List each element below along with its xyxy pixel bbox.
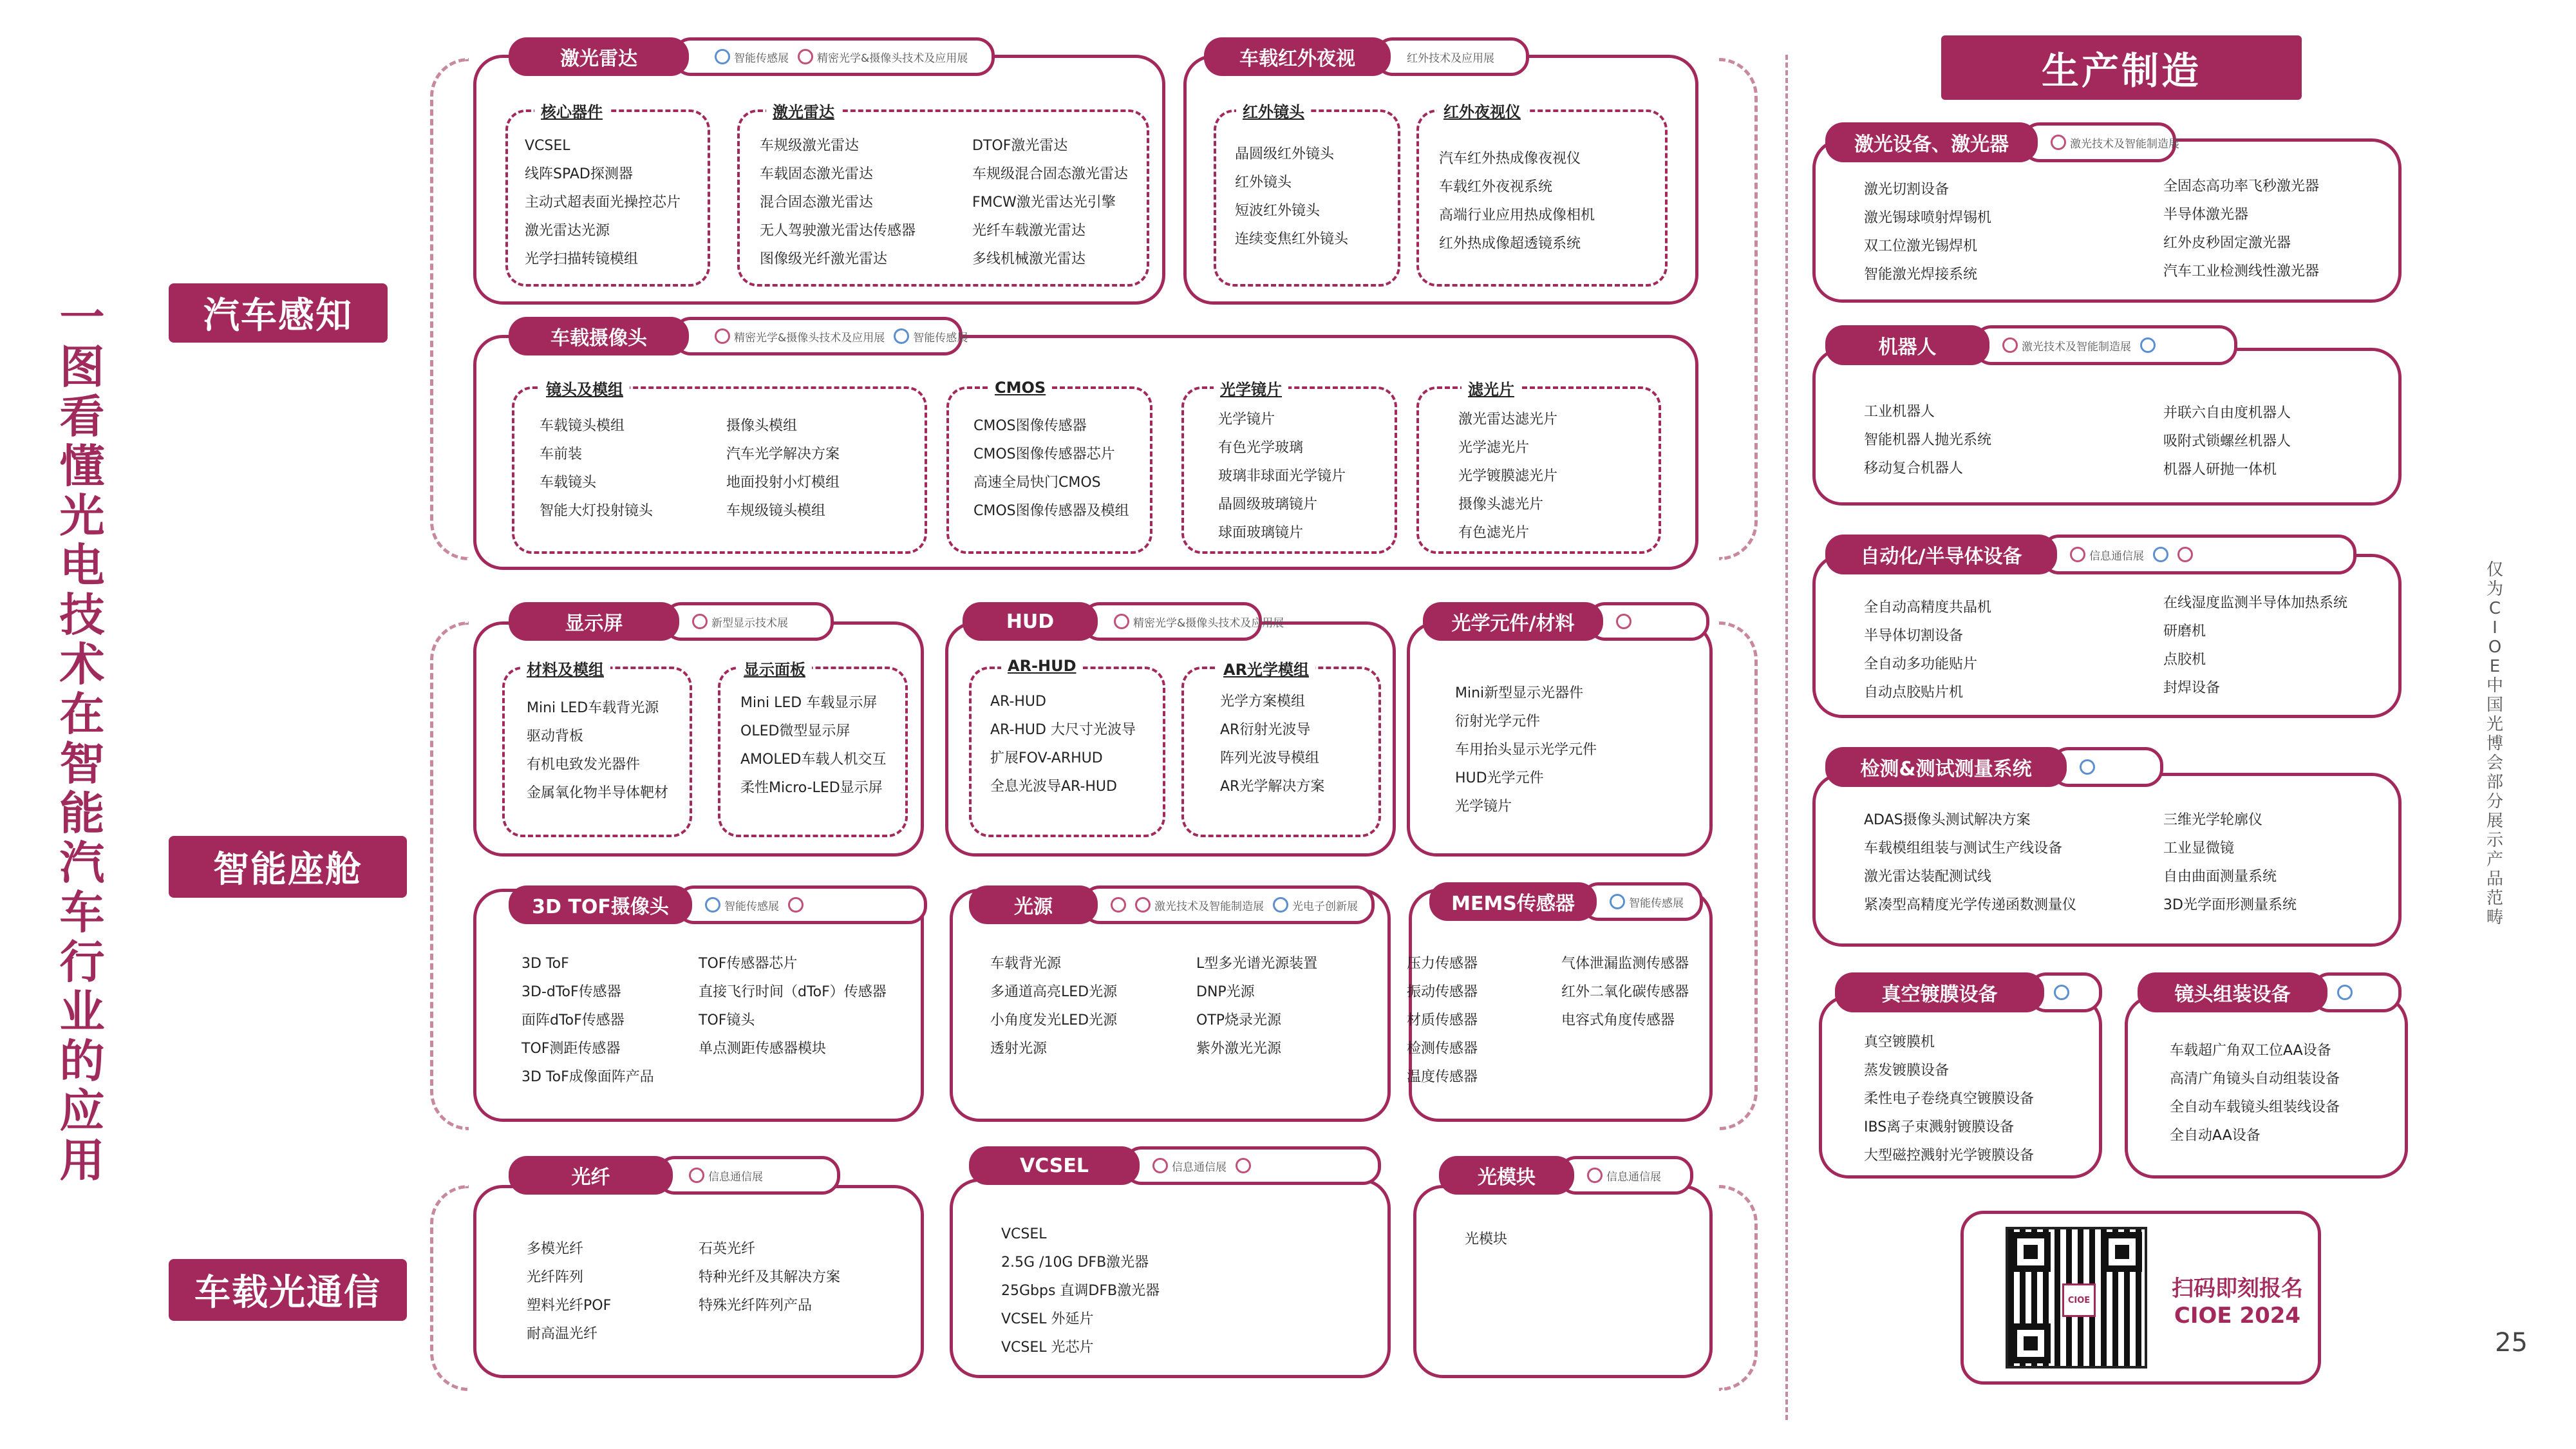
vcsel-list: VCSEL 2.5G /10G DFB激光器 25Gbps 直调DFB激光器 VCSEL 外延片 VCSEL 光芯片 bbox=[1001, 1226, 1160, 1356]
optics-expo-icon bbox=[2140, 337, 2156, 353]
laser-expo-icon bbox=[2051, 135, 2066, 150]
innovation-expo-icon bbox=[1273, 897, 1288, 913]
info-expo-icon bbox=[2070, 547, 2085, 562]
brace-comm-left bbox=[430, 1185, 469, 1391]
optics-expo-icon bbox=[1114, 614, 1129, 629]
vcsel-expo-tag: 信息通信展 bbox=[1123, 1146, 1381, 1185]
camera-lens-list-1: 车载镜头模组 车前装 车载镜头 智能大灯投射镜头 bbox=[540, 418, 653, 519]
vacuum-list: 真空镀膜机 蒸发镀膜设备 柔性电子卷绕真空镀膜设备 IBS离子束溅射镀膜设备 大型磁控溅射光学镀膜设备 bbox=[1864, 1034, 2035, 1164]
brace-perception-left bbox=[430, 58, 469, 560]
mems-expo-tag: 智能传感展 bbox=[1581, 882, 1703, 921]
lidar-core-list: VCSEL 线阵SPAD探测器 主动式超表面光操控芯片 激光雷达光源 光学扫描转镜模组 bbox=[525, 138, 681, 267]
hud-ar-heading: AR-HUD bbox=[1001, 657, 1083, 675]
tof-list-2: TOF传感器芯片 直接飞行时间（dToF）传感器 TOF镜头 单点测距传感器模块 bbox=[699, 956, 887, 1057]
section-divider bbox=[1785, 55, 1788, 1420]
display-panel-list: Mini LED 车载显示屏 OLED微型显示屏 AMOLED车载人机交互 柔性Micro-LED显示屏 bbox=[740, 695, 887, 796]
brace-cockpit-left bbox=[430, 621, 469, 1130]
lens-list: 车载超广角双工位AA设备 高清广角镜头自动组装设备 全自动车载镜头组装线设备 全自动AA设备 bbox=[2170, 1043, 2340, 1144]
hud-optic-heading: AR光学模组 bbox=[1217, 657, 1315, 679]
display-material-list: Mini LED车载背光源 驱动背板 有机电致发光器件 金属氧化物半导体靶材 bbox=[527, 700, 669, 801]
display-expo-tag: 新型显示技术展 bbox=[663, 602, 834, 641]
module-expo-tag: 信息通信展 bbox=[1558, 1156, 1693, 1195]
robot-list-2: 并联六自由度机器人 吸附式锁螺丝机器人 机器人研抛一体机 bbox=[2163, 405, 2291, 478]
tof-expo-tag: 智能传感展 bbox=[676, 886, 927, 924]
qr-center-logo: CIOE bbox=[2062, 1283, 2096, 1317]
robot-badge: 机器人 bbox=[1825, 325, 1989, 365]
brace-cockpit-right bbox=[1719, 621, 1758, 1130]
lidar-core-heading: 核心器件 bbox=[534, 99, 609, 122]
tof-list-1: 3D ToF 3D-dToF传感器 面阵dToF传感器 TOF测距传感器 3D ToF成像面阵产品 bbox=[522, 956, 654, 1085]
measure-expo-tag bbox=[2051, 747, 2163, 787]
camera-lens-heading: 镜头及模组 bbox=[540, 377, 630, 399]
auto-expo-tag: 信息通信展 bbox=[2041, 535, 2356, 574]
qr-code[interactable] bbox=[2006, 1227, 2147, 1368]
laser-expo-icon bbox=[1135, 897, 1151, 913]
ir-nv-heading: 红外夜视仪 bbox=[1437, 99, 1527, 122]
lidar-expo-tag: 智能传感展 精密光学&摄像头技术及应用展 bbox=[673, 37, 995, 76]
optics-expo-icon bbox=[2080, 759, 2095, 775]
vcsel-badge: VCSEL bbox=[969, 1146, 1140, 1185]
measure-list-2: 三维光学轮廓仪 工业显微镜 自由曲面测量系统 3D光学面形测量系统 bbox=[2163, 812, 2297, 913]
info-expo-icon bbox=[1587, 1168, 1603, 1183]
qr-finder bbox=[2011, 1323, 2051, 1363]
mems-list-2: 气体泄漏监测传感器 红外二氧化碳传感器 电容式角度传感器 bbox=[1561, 956, 1689, 1028]
qr-finder bbox=[2011, 1232, 2051, 1272]
light-expo-tag: 激光技术及智能制造展 光电子创新展 bbox=[1082, 886, 1375, 924]
camera-cmos-list: CMOS图像传感器 CMOS图像传感器芯片 高速全局快门CMOS CMOS图像传感器及模组 bbox=[973, 418, 1129, 519]
display-panel-heading: 显示面板 bbox=[737, 657, 812, 679]
laser-list-2: 全固态高功率飞秒激光器 半导体激光器 红外皮秒固定激光器 汽车工业检测线性激光器 bbox=[2163, 178, 2320, 279]
hud-ar-list: AR-HUD AR-HUD 大尺寸光波导 扩展FOV-ARHUD 全息光波导AR-HUD bbox=[990, 694, 1136, 795]
auto-badge: 自动化/半导体设备 bbox=[1825, 535, 2057, 574]
ir-lens-heading: 红外镜头 bbox=[1236, 99, 1311, 122]
laser-badge: 激光设备、激光器 bbox=[1825, 122, 2038, 162]
light-list-1: 车载背光源 多通道高亮LED光源 小角度发光LED光源 透射光源 bbox=[990, 956, 1118, 1057]
laser-list-1: 激光切割设备 激光锡球喷射焊锡机 双工位激光锡焊机 智能激光焊接系统 bbox=[1864, 182, 1992, 283]
optics-expo-icon bbox=[798, 49, 813, 64]
hud-optic-list: 光学方案模组 AR衍射光波导 阵列光波导模组 AR光学解决方案 bbox=[1220, 694, 1325, 795]
camera-expo-tag: 精密光学&摄像头技术及应用展 智能传感展 bbox=[673, 317, 963, 355]
vertical-title: 一 图 看 懂 光 电 技 术 在 智 能 汽 车 行 业 的 应 用 bbox=[59, 291, 105, 1187]
ir-expo-tag: 红外技术及应用展 bbox=[1375, 37, 1529, 76]
qr-finder bbox=[2102, 1232, 2142, 1272]
category-perception: 汽车感知 bbox=[169, 283, 388, 343]
ir-nv-list: 汽车红外热成像夜视仪 车载红外夜视系统 高端行业应用热成像相机 红外热成像超透镜系统 bbox=[1439, 151, 1595, 252]
camera-filter-list: 激光雷达滤光片 光学滤光片 光学镀膜滤光片 摄像头滤光片 有色滤光片 bbox=[1458, 412, 1558, 541]
laser-expo-icon bbox=[1236, 1158, 1251, 1173]
ir-badge: 车载红外夜视 bbox=[1204, 37, 1391, 76]
lidar-main-heading: 激光雷达 bbox=[766, 99, 841, 122]
info-expo-icon bbox=[689, 1168, 704, 1183]
display-badge: 显示屏 bbox=[509, 602, 679, 641]
sensing-expo-icon bbox=[715, 49, 730, 64]
hud-expo-tag: 精密光学&摄像头技术及应用展 bbox=[1082, 602, 1262, 641]
camera-lens-list-2: 摄像头模组 汽车光学解决方案 地面投射小灯模组 车规级镜头模组 bbox=[726, 418, 840, 519]
sensing-expo-icon bbox=[705, 897, 720, 913]
optics-expo-icon bbox=[2337, 985, 2353, 1000]
category-cockpit: 智能座舱 bbox=[169, 836, 407, 898]
robot-expo-tag: 激光技术及智能制造展 bbox=[1973, 325, 2237, 365]
light-badge: 光源 bbox=[969, 886, 1098, 924]
category-comm: 车载光通信 bbox=[169, 1259, 407, 1321]
display-expo-icon bbox=[692, 614, 708, 629]
lidar-main-list-2: DTOF激光雷达 车规级混合固态激光雷达 FMCW激光雷达光引擎 光纤车载激光雷达 多线机械激光雷达 bbox=[972, 138, 1129, 267]
measure-list-1: ADAS摄像头测试解决方案 车载模组组装与测试生产线设备 激光雷达装配测试线 紧凑型高精度光学传递函数测量仪 bbox=[1864, 812, 2077, 913]
optics-expo-icon bbox=[1616, 614, 1631, 629]
sensing-expo-icon bbox=[894, 328, 909, 344]
brace-perception-right bbox=[1719, 58, 1758, 560]
lidar-main-list-1: 车规级激光雷达 车载固态激光雷达 混合固态激光雷达 无人驾驶激光雷达传感器 图像级光纤激光雷达 bbox=[760, 138, 916, 267]
registration-qr-card[interactable] bbox=[1960, 1211, 2321, 1385]
laser-expo-icon bbox=[2002, 337, 2018, 353]
auto-list-1: 全自动高精度共晶机 半导体切割设备 全自动多功能贴片 自动点胶贴片机 bbox=[1864, 600, 1992, 701]
robot-list-1: 工业机器人 智能机器人抛光系统 移动复合机器人 bbox=[1864, 404, 1992, 477]
module-box bbox=[1413, 1185, 1713, 1378]
sensing-expo-icon bbox=[1610, 894, 1625, 909]
side-note: 仅 为 C I O E 中 国 光 博 会 部 分 展 示 产 品 范 畴 bbox=[2486, 560, 2503, 927]
optics-expo-icon bbox=[715, 328, 730, 344]
light-list-2: L型多光谱光源装置 DNP光源 OTP烧录光源 紫外激光光源 bbox=[1196, 956, 1318, 1057]
laser-expo-icon bbox=[2177, 547, 2193, 562]
optics-expo-icon bbox=[2153, 547, 2168, 562]
optics-expo-icon bbox=[788, 897, 804, 913]
optical-list: Mini新型显示光器件 衍射光学元件 车用抬头显示光学元件 HUD光学元件 光学镜片 bbox=[1455, 685, 1597, 815]
auto-list-2: 在线湿度监测半导体加热系统 研磨机 点胶机 封焊设备 bbox=[2163, 595, 2348, 696]
optics-expo-icon bbox=[1111, 897, 1126, 913]
optical-expo-tag bbox=[1587, 602, 1709, 641]
lens-badge: 镜头组装设备 bbox=[2138, 972, 2327, 1012]
mems-badge: MEMS传感器 bbox=[1429, 882, 1597, 921]
brace-comm-right bbox=[1719, 1185, 1758, 1391]
page-number: 25 bbox=[2495, 1328, 2528, 1358]
fiber-expo-tag: 信息通信展 bbox=[657, 1156, 840, 1195]
laser-expo-tag: 激光技术及智能制造展 bbox=[2022, 122, 2176, 162]
vacuum-badge: 真空镀膜设备 bbox=[1835, 972, 2044, 1012]
fiber-list-1: 多模光纤 光纤阵列 塑料光纤POF 耐高温光纤 bbox=[527, 1241, 612, 1342]
optical-badge: 光学元件/材料 bbox=[1423, 602, 1603, 641]
module-list: 光模块 bbox=[1465, 1231, 1508, 1247]
category-production: 生产制造 bbox=[1941, 35, 2302, 100]
ir-lens-list: 晶圆级红外镜头 红外镜头 短波红外镜头 连续变焦红外镜头 bbox=[1235, 146, 1349, 247]
camera-filter-heading: 滤光片 bbox=[1462, 377, 1521, 399]
camera-cmos-heading: CMOS bbox=[988, 379, 1052, 397]
display-material-heading: 材料及模组 bbox=[520, 657, 610, 679]
camera-badge: 车载摄像头 bbox=[509, 317, 689, 355]
tof-badge: 3D TOF摄像头 bbox=[509, 886, 692, 924]
hud-badge: HUD bbox=[963, 602, 1098, 641]
qr-caption: 扫码即刻报名 CIOE 2024 bbox=[2172, 1276, 2303, 1329]
lidar-badge: 激光雷达 bbox=[509, 37, 689, 76]
camera-optlens-heading: 光学镜片 bbox=[1214, 377, 1288, 399]
fiber-badge: 光纤 bbox=[509, 1156, 673, 1195]
mems-list-1: 压力传感器 振动传感器 材质传感器 检测传感器 温度传感器 bbox=[1407, 956, 1478, 1085]
camera-optlens-list: 光学镜片 有色光学玻璃 玻璃非球面光学镜片 晶圆级玻璃镜片 球面玻璃镜片 bbox=[1218, 412, 1346, 541]
info-expo-icon bbox=[1152, 1158, 1168, 1173]
fiber-list-2: 石英光纤 特种光纤及其解决方案 特殊光纤阵列产品 bbox=[699, 1241, 841, 1314]
optics-expo-icon bbox=[2054, 985, 2069, 1000]
measure-badge: 检测&测试测量系统 bbox=[1825, 747, 2067, 787]
module-badge: 光模块 bbox=[1439, 1156, 1574, 1195]
